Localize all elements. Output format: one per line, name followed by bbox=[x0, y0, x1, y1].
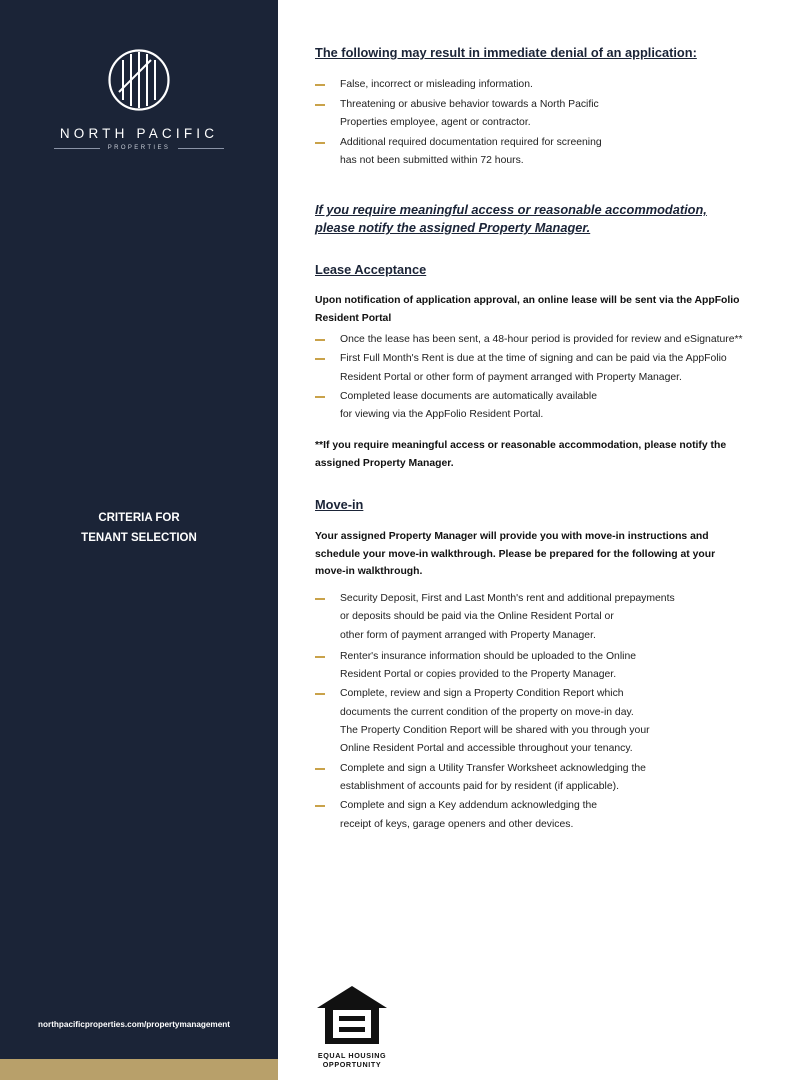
website-url[interactable]: northpacificproperties.com/propertymanagement bbox=[38, 1020, 230, 1029]
bullet-dash-icon bbox=[315, 693, 325, 695]
denial-heading: The following may result in immediate denial of an application: bbox=[315, 45, 697, 60]
bullet-dash-icon bbox=[315, 358, 325, 360]
eho-line-1: EQUAL HOUSING bbox=[317, 1051, 387, 1060]
bullet-dash-icon bbox=[315, 142, 325, 144]
equal-housing-icon bbox=[315, 984, 389, 1046]
title-line-2: TENANT SELECTION bbox=[81, 532, 197, 544]
list-item: False, incorrect or misleading information. bbox=[315, 76, 795, 94]
divider bbox=[54, 148, 100, 149]
list-item: Complete and sign a Utility Transfer Worksheet acknowledging the establishment of accounts paid for by resident (if applicable). bbox=[315, 760, 795, 797]
bullet-dash-icon bbox=[315, 339, 325, 341]
movein-intro: Your assigned Property Manager will provide you with move-in instructions and schedule your move-in walkthrough. Please be prepared for the following at your move-in walkthrough. bbox=[315, 531, 716, 577]
list-item: Threatening or abusive behavior towards a North Pacific Properties employee, agent or contractor. bbox=[315, 96, 795, 133]
list-item: Completed lease documents are automatically available for viewing via the AppFolio Resident Portal. bbox=[315, 388, 795, 425]
lease-heading: Lease Acceptance bbox=[315, 262, 427, 277]
list-item: Complete and sign a Key addendum acknowledging the receipt of keys, garage openers and other devices. bbox=[315, 797, 795, 834]
denial-list bbox=[315, 76, 795, 172]
bullet-dash-icon bbox=[315, 598, 325, 600]
list-item: Complete, review and sign a Property Condition Report which documents the current condition of the property on move-in day. The Property Condition Report will be shared with you through your Online Resident Portal and accessible throughout your tenancy. bbox=[315, 685, 795, 758]
list-item: Renter's insurance information should be uploaded to the Online Resident Portal or copies provided to the Property Manager. bbox=[315, 648, 795, 685]
lease-intro: Upon notification of application approval, an online lease will be sent via the AppFolio Resident Portal bbox=[315, 295, 740, 324]
gold-accent-bar bbox=[0, 1059, 278, 1080]
accommodation-notice: If you require meaningful access or reasonable accommodation, please notify the assigned Property Manager. bbox=[315, 202, 707, 235]
bullet-dash-icon bbox=[315, 805, 325, 807]
list-item: Additional required documentation required for screening has not been submitted within 72 hours. bbox=[315, 134, 795, 171]
eho-line-2: OPPORTUNITY bbox=[322, 1060, 382, 1069]
movein-heading: Move-in bbox=[315, 497, 364, 512]
bullet-dash-icon bbox=[315, 84, 325, 86]
document-title bbox=[0, 508, 278, 548]
list-item: Once the lease has been sent, a 48-hour period is provided for review and eSignature** bbox=[315, 331, 795, 349]
brand-name: NORTH PACIFIC bbox=[59, 126, 219, 141]
brand-sub: PROPERTIES bbox=[107, 145, 171, 151]
brand-logo bbox=[0, 48, 278, 151]
lease-list bbox=[315, 331, 795, 425]
sidebar bbox=[0, 0, 278, 1080]
bullet-dash-icon bbox=[315, 656, 325, 658]
brand-subtitle bbox=[0, 145, 278, 151]
list-item: Security Deposit, First and Last Month's rent and additional prepayments or deposits should be paid via the Online Resident Portal or other form of payment arranged with Property Manager. bbox=[315, 590, 795, 645]
equal-housing-logo bbox=[310, 984, 394, 1069]
movein-list bbox=[315, 590, 795, 835]
lease-note: **If you require meaningful access or reasonable accommodation, please notify the assigned Property Manager. bbox=[315, 440, 727, 469]
list-item: First Full Month's Rent is due at the time of signing and can be paid via the AppFolio Resident Portal or other form of payment arranged with Property Manager. bbox=[315, 350, 795, 387]
bullet-dash-icon bbox=[315, 768, 325, 770]
north-pacific-logo-icon bbox=[107, 48, 171, 112]
bullet-dash-icon bbox=[315, 104, 325, 106]
bullet-dash-icon bbox=[315, 396, 325, 398]
title-line-1: CRITERIA FOR bbox=[98, 512, 180, 524]
divider bbox=[178, 148, 224, 149]
